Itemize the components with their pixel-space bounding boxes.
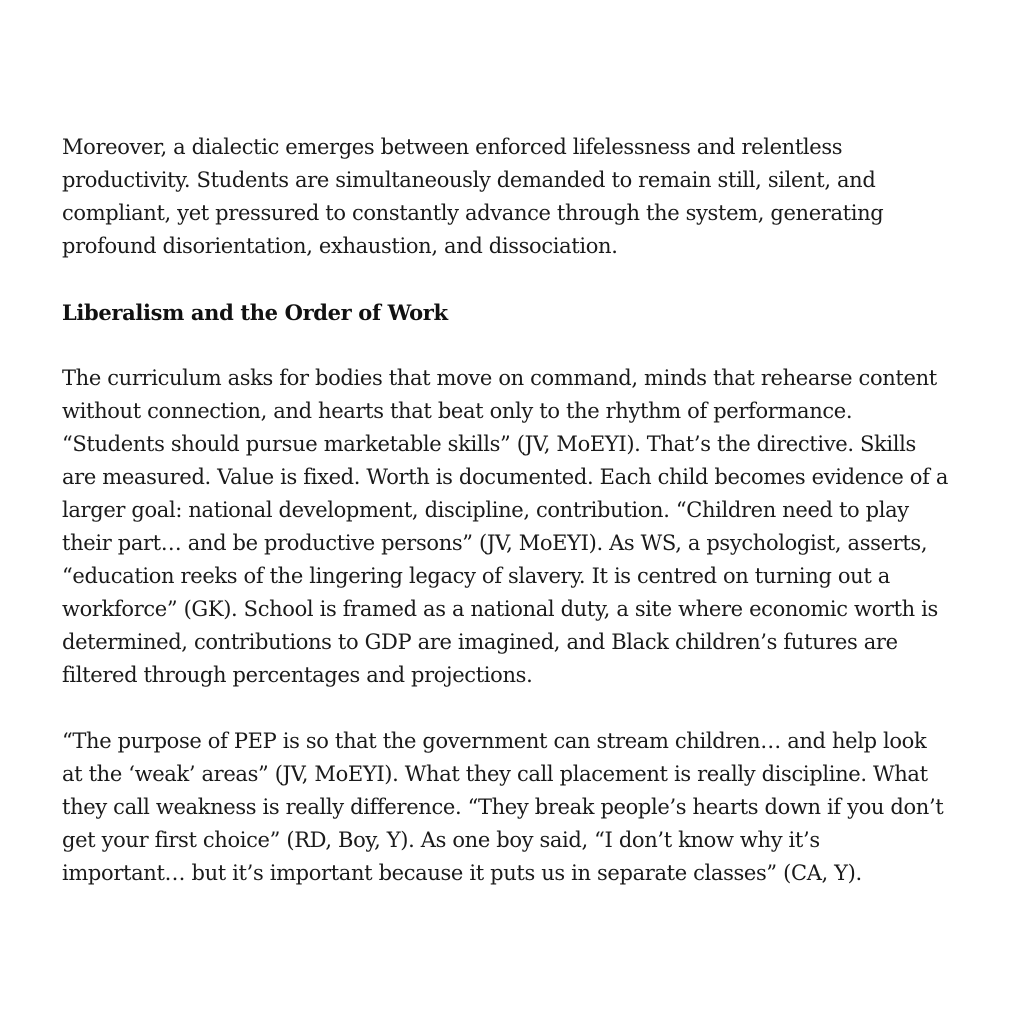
text-line: profound disorientation, exhaustion, and dissociation. — [62, 234, 618, 258]
text-line: get your first choice” (RD, Boy, Y). As one boy said, “I don’t know why it’s — [62, 828, 820, 852]
text-line: at the ‘weak’ areas” (JV, MoEYI). What they call placement is really discipline. What — [62, 762, 928, 786]
paragraph-pep — [62, 725, 968, 890]
paragraph-curriculum — [62, 362, 968, 692]
text-line: “The purpose of PEP is so that the government can stream children… and help look — [62, 729, 927, 753]
text-line: they call weakness is really difference. “They break people’s hearts down if you don’t — [62, 795, 944, 819]
text-line: workforce” (GK). School is framed as a national duty, a site where economic worth is — [62, 597, 938, 621]
text-line: “education reeks of the lingering legacy of slavery. It is centred on turning out a — [62, 564, 890, 588]
section-heading: Liberalism and the Order of Work — [62, 300, 448, 325]
text-line: larger goal: national development, discipline, contribution. “Children need to play — [62, 498, 909, 522]
text-line: The curriculum asks for bodies that move on command, minds that rehearse content — [62, 366, 937, 390]
text-line: their part… and be productive persons” (JV, MoEYI). As WS, a psychologist, asserts, — [62, 531, 928, 555]
text-line: productivity. Students are simultaneously demanded to remain still, silent, and — [62, 168, 876, 192]
text-line: filtered through percentages and projections. — [62, 663, 533, 687]
text-line: important… but it’s important because it puts us in separate classes” (CA, Y). — [62, 861, 862, 885]
text-line: Moreover, a dialectic emerges between enforced lifelessness and relentless — [62, 135, 843, 159]
text-line: are measured. Value is fixed. Worth is documented. Each child becomes evidence of a — [62, 465, 948, 489]
text-line: determined, contributions to GDP are imagined, and Black children’s futures are — [62, 630, 898, 654]
paragraph-dialectic — [62, 131, 968, 263]
document-page — [62, 131, 968, 923]
text-line: without connection, and hearts that beat only to the rhythm of performance. — [62, 399, 853, 423]
text-line: “Students should pursue marketable skills” (JV, MoEYI). That’s the directive. Skills — [62, 432, 916, 456]
text-line: compliant, yet pressured to constantly advance through the system, generating — [62, 201, 884, 225]
